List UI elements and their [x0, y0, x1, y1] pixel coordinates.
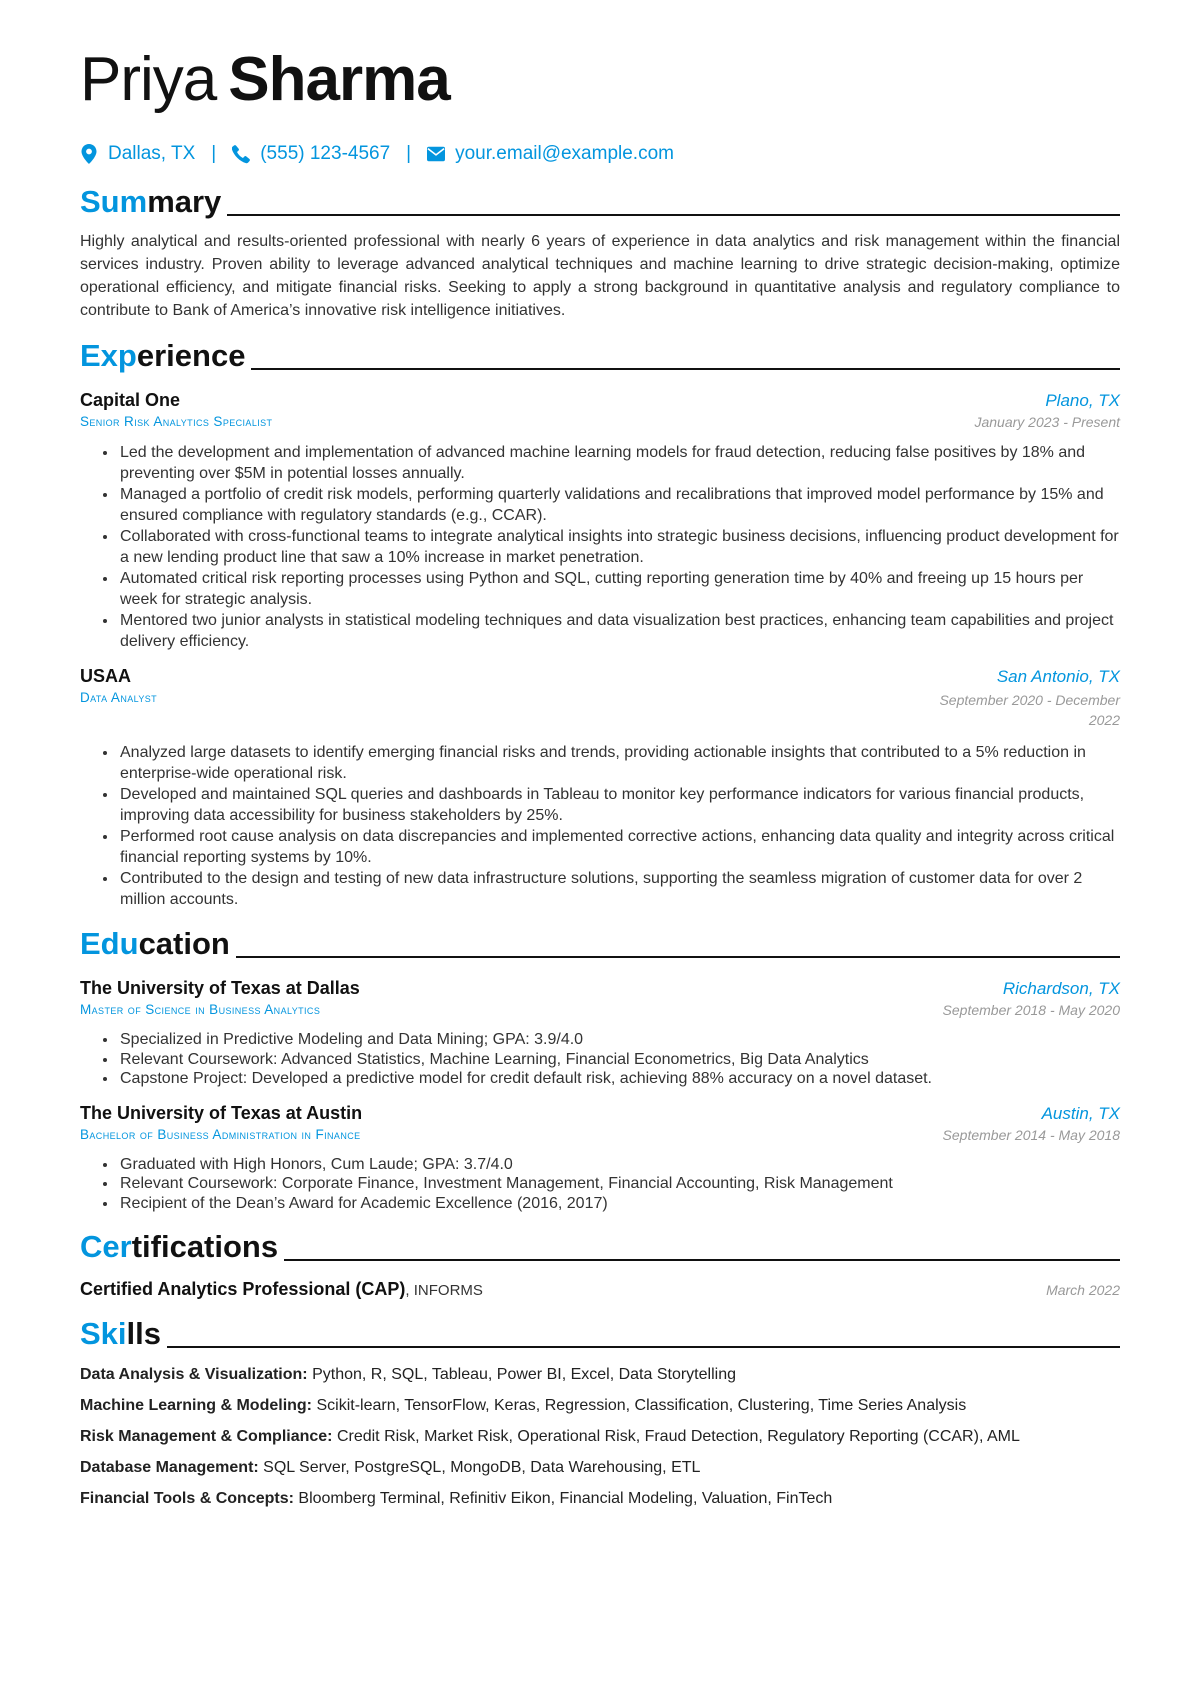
experience-entry — [80, 666, 1120, 910]
education-entry — [80, 978, 1120, 1089]
skill-category: Financial Tools & Concepts: — [80, 1490, 294, 1507]
section-rule — [251, 368, 1120, 370]
degree-name: Bachelor of Business Administration in Finance — [80, 1126, 361, 1142]
skill-line — [80, 1458, 1120, 1478]
job-location: San Antonio, TX — [996, 667, 1120, 686]
section-experience-heading — [80, 332, 1120, 376]
job-dates: January 2023 - Present — [974, 414, 1120, 430]
section-skills-heading — [80, 1310, 1120, 1354]
heading-rest: lls — [126, 1316, 161, 1351]
experience-entry — [80, 390, 1120, 652]
education-entry — [80, 1103, 1120, 1214]
school-name: The University of Texas at Austin — [80, 1102, 363, 1123]
bullet-item: • Performed root cause analysis on data discrepancies and implemented corrective actions, enhancing data quality and integrity across critical financial reporting systems by 10%. — [118, 826, 1120, 868]
bullet-item: • Relevant Coursework: Corporate Finance, Investment Management, Financial Accounting, Risk Management — [118, 1174, 1120, 1194]
employer-name: USAA — [80, 666, 132, 686]
bullet-item: • Developed and maintained SQL queries and dashboards in Tableau to monitor key performance indicators for various financial products, improving data accessibility for business stakeholders by 25%. — [118, 784, 1120, 826]
contact-line — [80, 140, 1120, 168]
section-rule — [227, 214, 1120, 216]
skill-items: Credit Risk, Market Risk, Operational Risk, Fraud Detection, Regulatory Reporting (CCAR), AML — [332, 1428, 1020, 1445]
degree-name: Master of Science in Business Analytics — [80, 1002, 321, 1017]
job-bullets — [80, 442, 1120, 652]
section-rule — [236, 956, 1120, 958]
certification-date: March 2022 — [1046, 1282, 1120, 1298]
contact-separator: | — [211, 143, 217, 164]
education-bullets — [80, 1155, 1120, 1214]
certification-name: Certified Analytics Professional (CAP) — [80, 1279, 406, 1299]
envelope-icon — [427, 144, 445, 164]
heading-rest: tifications — [131, 1229, 279, 1264]
bullet-item: • Capstone Project: Developed a predictive model for credit default risk, achieving 88% accuracy on a novel dataset. — [118, 1069, 1120, 1089]
contact-phone: (555) 123-4567 — [260, 143, 391, 164]
skill-items: SQL Server, PostgreSQL, MongoDB, Data Warehousing, ETL — [258, 1459, 701, 1476]
education-bullets — [80, 1030, 1120, 1089]
bullet-item: • Led the development and implementation of advanced machine learning models for fraud detection, reducing false positives by 18% and preventing over $5M in potential losses annually. — [118, 442, 1120, 484]
bullet-item: • Analyzed large datasets to identify emerging financial risks and trends, providing actionable insights that contributed to a 5% reduction in enterprise-wide operational risk. — [118, 742, 1120, 784]
job-title: Data Analyst — [80, 690, 158, 705]
school-dates: September 2018 - May 2020 — [942, 1002, 1120, 1018]
heading-accent: Edu — [80, 926, 139, 961]
bullet-item: • Automated critical risk reporting processes using Python and SQL, cutting reporting generation time by 40% and freeing up 15 hours per week for strategic analysis. — [118, 568, 1120, 610]
heading-rest: mary — [147, 184, 222, 219]
bullet-item: • Recipient of the Dean’s Award for Academic Excellence (2016, 2017) — [118, 1194, 1120, 1214]
school-location: Richardson, TX — [1002, 979, 1120, 998]
bullet-item: • Collaborated with cross-functional teams to integrate analytical insights into strategic business decisions, influencing product development for a new lending product line that saw a 10% increase in market penetration. — [118, 526, 1120, 568]
heading-accent: Sum — [80, 184, 148, 219]
heading-rest: erience — [136, 338, 246, 373]
skill-category: Machine Learning & Modeling: — [80, 1397, 313, 1414]
section-education-heading — [80, 920, 1120, 964]
job-bullets — [80, 742, 1120, 910]
certification-entry — [80, 1279, 1120, 1300]
contact-location: Dallas, TX — [108, 143, 196, 164]
contact-email[interactable]: your.email@example.com — [455, 143, 674, 164]
skill-category: Data Analysis & Visualization: — [80, 1366, 308, 1383]
school-location: Austin, TX — [1041, 1103, 1120, 1123]
employer-name: Capital One — [80, 390, 181, 410]
job-title: Senior Risk Analytics Specialist — [80, 414, 273, 429]
job-dates: September 2020 - December 2022 — [939, 692, 1120, 728]
skill-line — [80, 1396, 1120, 1416]
heading-accent: Ski — [80, 1316, 127, 1351]
phone-icon — [232, 144, 250, 164]
bullet-item: • Graduated with High Honors, Cum Laude; GPA: 3.7/4.0 — [118, 1155, 1120, 1175]
section-rule — [167, 1346, 1120, 1348]
section-certifications-heading — [80, 1223, 1120, 1267]
section-rule — [284, 1259, 1120, 1261]
candidate-name — [80, 40, 1120, 120]
bullet-item: • Specialized in Predictive Modeling and Data Mining; GPA: 3.9/4.0 — [118, 1030, 1120, 1050]
school-name: The University of Texas at Dallas — [80, 978, 360, 998]
skill-items: Scikit-learn, TensorFlow, Keras, Regression, Classification, Clustering, Time Series Analysis — [312, 1397, 967, 1414]
skill-items: Bloomberg Terminal, Refinitiv Eikon, Financial Modeling, Valuation, FinTech — [293, 1490, 833, 1507]
school-dates: September 2014 - May 2018 — [942, 1126, 1120, 1143]
resume-page — [80, 40, 1120, 1509]
job-location: Plano, TX — [1045, 391, 1120, 410]
skill-line — [80, 1489, 1120, 1509]
skill-line — [80, 1365, 1120, 1385]
heading-accent: Cer — [80, 1229, 132, 1264]
skill-category: Database Management: — [80, 1459, 259, 1476]
heading-accent: Exp — [80, 338, 137, 373]
skill-items: Python, R, SQL, Tableau, Power BI, Excel, Data Storytelling — [307, 1366, 736, 1383]
bullet-item: • Mentored two junior analysts in statistical modeling techniques and data visualization best practices, enhancing team capabilities and project delivery efficiency. — [118, 610, 1120, 652]
section-summary-heading — [80, 178, 1120, 222]
summary-text: Highly analytical and results-oriented professional with nearly 6 years of experience in data analytics and risk management within the financial services industry. Proven ability to leverage advanced analytical techniques and machine learning to drive strategic decision-making, optimize operational efficiency, and mitigate financial risks. Seeking to apply a strong background in quantitative analysis and regulatory compliance to contribute to Bank of America’s innovative risk intelligence initiatives. — [80, 233, 1120, 319]
skill-category: Risk Management & Compliance: — [80, 1428, 333, 1445]
bullet-item: • Managed a portfolio of credit risk models, performing quarterly validations and recalibrations that improved model performance by 15% and ensured compliance with regulatory standards (e.g., CCAR). — [118, 484, 1120, 526]
heading-rest: cation — [138, 926, 230, 961]
certification-issuer: , INFORMS — [405, 1282, 483, 1299]
contact-separator: | — [406, 143, 412, 164]
bullet-item: • Contributed to the design and testing of new data infrastructure solutions, supporting the seamless migration of customer data for over 2 million accounts. — [118, 868, 1120, 910]
skill-line — [80, 1427, 1120, 1447]
map-pin-icon — [80, 144, 98, 164]
last-name: Sharma — [228, 45, 450, 114]
first-name: Priya — [80, 45, 217, 114]
bullet-item: • Relevant Coursework: Advanced Statistics, Machine Learning, Financial Econometrics, Big Data Analytics — [118, 1050, 1120, 1070]
